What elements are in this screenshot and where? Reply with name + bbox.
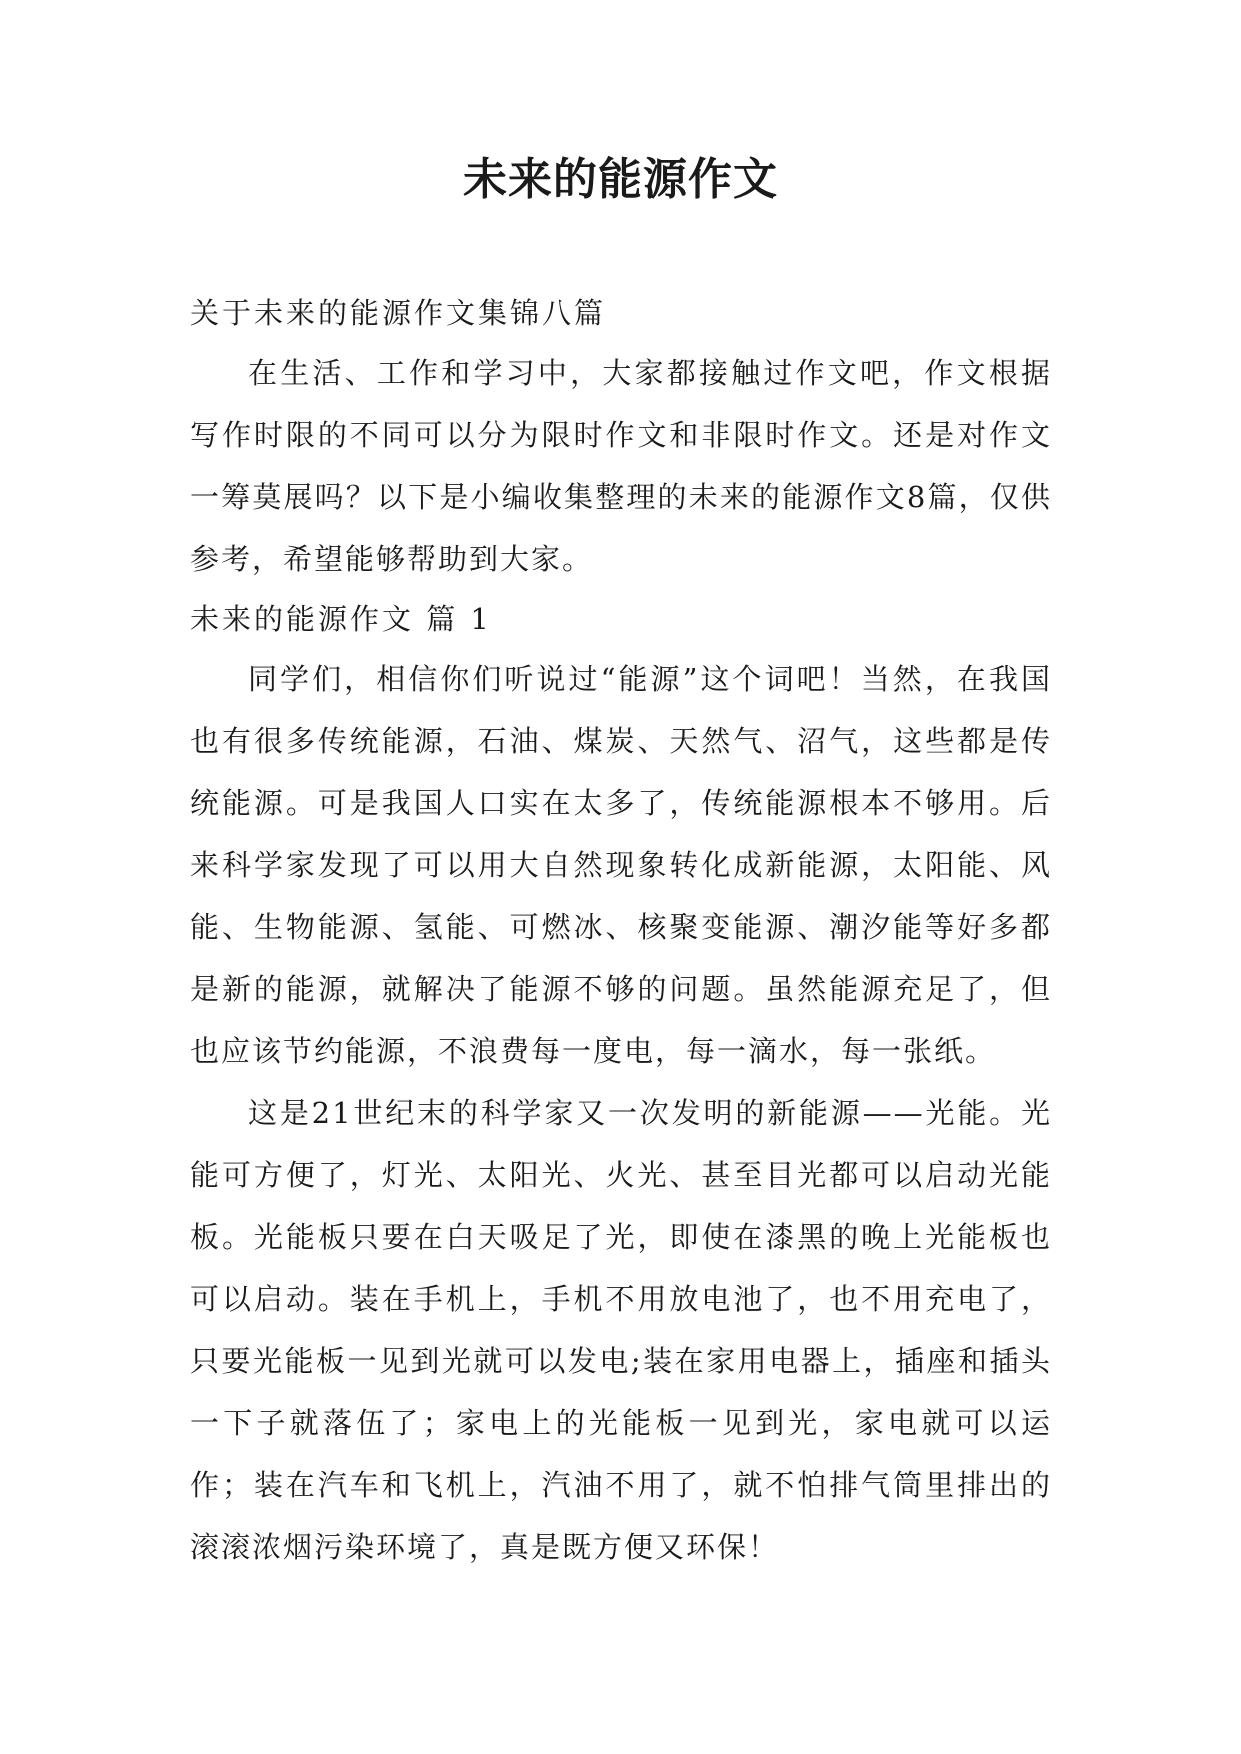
document-body [190,288,1052,1578]
body-paragraph: 这是21世纪末的科学家又一次发明的新能源——光能。光能可方便了，灯光、太阳光、火光、甚至目光都可以启动光能板。光能板只要在白天吸足了光，即使在漆黑的晚上光能板也可以启动。装在手机上，手机不用放电池了，也不用充电了，只要光能板一见到光就可以发电;装在家用电器上，插座和插头一下子就落伍了；家电上的光能板一见到光，家电就可以运作；装在汽车和飞机上，汽油不用了，就不怕排气筒里排出的滚滚浓烟污染环境了，真是既方便又环保！ [190,1096,1052,1564]
section-heading: 未来的能源作文 篇 1 [190,602,492,636]
body-paragraph: 同学们，相信你们听说过“能源”这个词吧！当然，在我国也有很多传统能源，石油、煤炭、天然气、沼气，这些都是传统能源。可是我国人口实在太多了，传统能源根本不够用。后来科学家发现了可以用大自然现象转化成新能源，太阳能、风能、生物能源、氢能、可燃冰、核聚变能源、潮汐能等好多都是新的能源，就解决了能源不够的问题。虽然能源充足了，但也应该节约能源，不浪费每一度电，每一滴水，每一张纸。 [190,662,1052,1068]
intro-paragraph: 在生活、工作和学习中，大家都接触过作文吧，作文根据写作时限的不同可以分为限时作文和非限时作文。还是对作文一筹莫展吗？以下是小编收集整理的未来的能源作文8篇，仅供参考，希望能够帮助到大家。 [190,356,1052,576]
document-subtitle: 关于未来的能源作文集锦八篇 [190,296,607,330]
document-title: 未来的能源作文 [463,154,778,205]
